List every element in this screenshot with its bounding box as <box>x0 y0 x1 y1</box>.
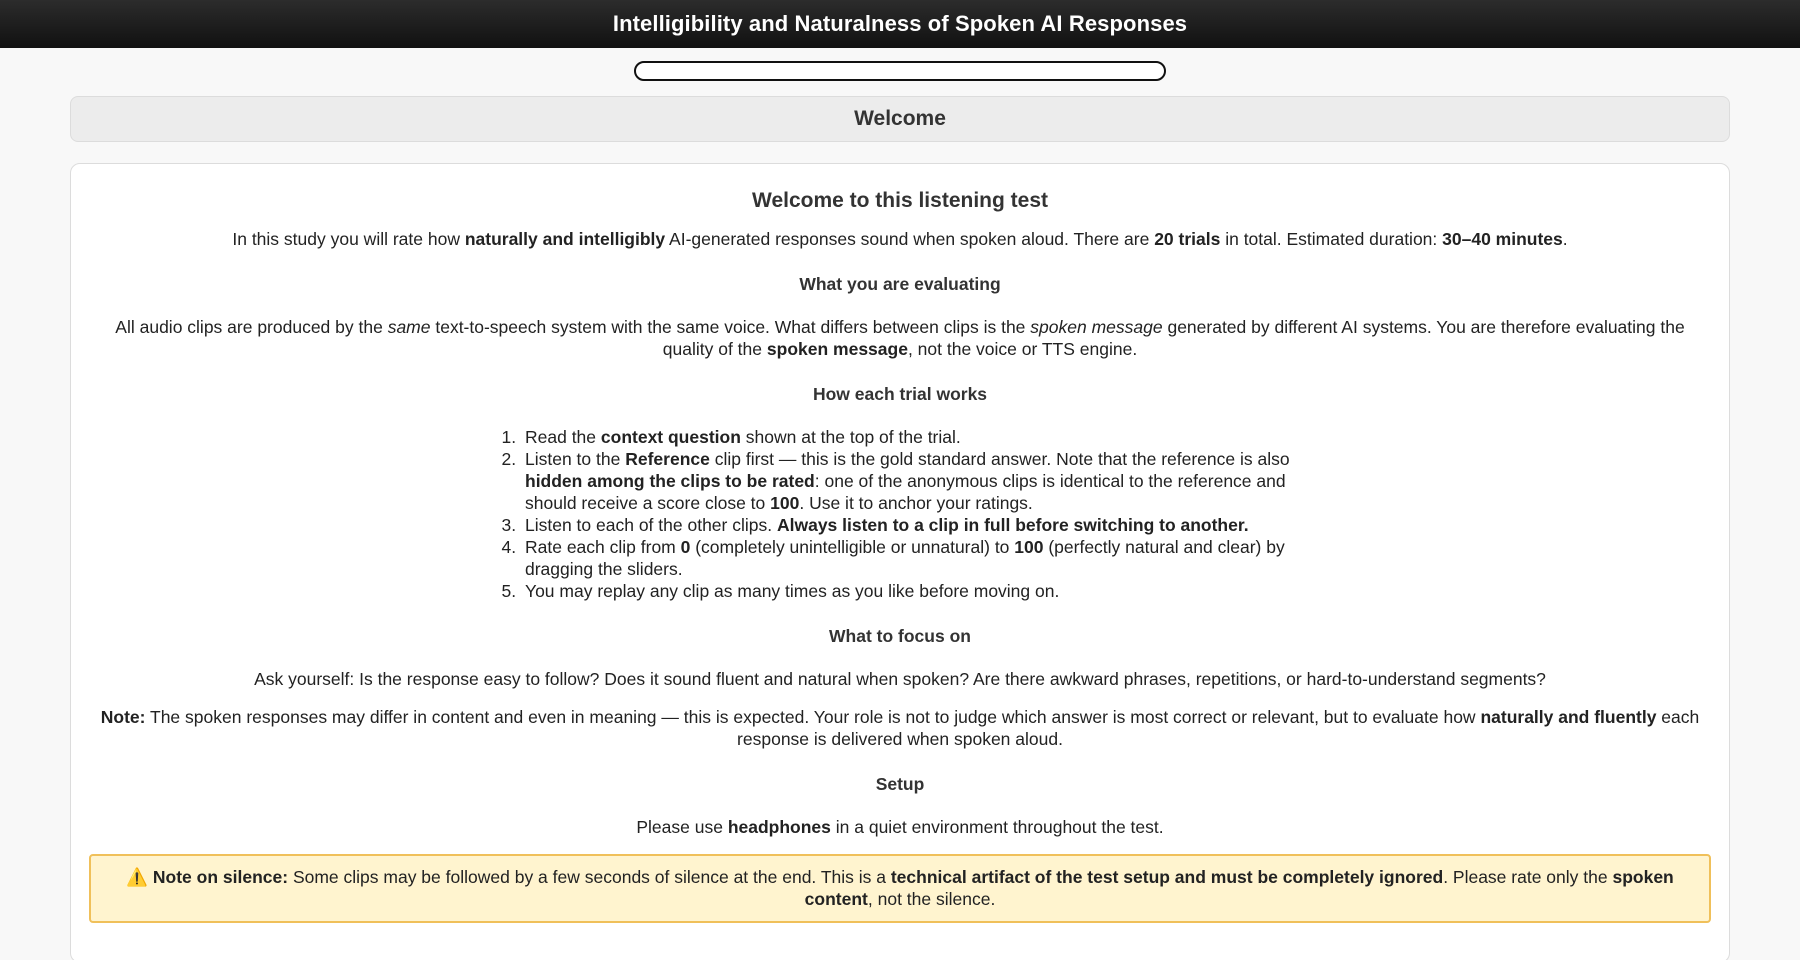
step-item: 5. You may replay any clip as many times as you like before moving on. <box>521 580 1305 602</box>
trial-steps-list <box>495 426 1305 602</box>
app-title: Intelligibility and Naturalness of Spoken AI Responses <box>612 11 1188 36</box>
section-title: Welcome <box>854 107 946 130</box>
welcome-heading: Welcome to this listening test <box>752 189 1048 212</box>
step-item: 1. Read the context question shown at the top of the trial. <box>521 426 1305 448</box>
silence-warning-box: ⚠️ Note on silence: Some clips may be followed by a few seconds of silence at the end. This is a technical artifact of the test setup and must be completely ignored. Please rate only the spoken content, not the silence. <box>89 854 1711 923</box>
warning-icon: ⚠️ <box>126 867 149 887</box>
setup-paragraph: Please use headphones in a quiet environment throughout the test. <box>636 817 1164 837</box>
app-header <box>0 0 1800 48</box>
setup-heading: Setup <box>875 774 925 794</box>
progress-container <box>0 61 1800 81</box>
section-header <box>70 96 1730 142</box>
step-item: 3. Listen to each of the other clips. Always listen to a clip in full before switching to another. <box>521 514 1305 536</box>
progress-bar <box>634 61 1166 81</box>
how-heading: How each trial works <box>812 384 988 404</box>
welcome-card <box>70 163 1730 960</box>
focus-question: Ask yourself: Is the response easy to follow? Does it sound fluent and natural when spoken? Are there awkward phrases, repetitions, or hard-to-understand segments? <box>254 669 1546 689</box>
step-item: 4. Rate each clip from 0 (completely unintelligible or unnatural) to 100 (perfectly natural and clear) by dragging the sliders. <box>521 536 1305 580</box>
intro-paragraph: In this study you will rate how naturally and intelligibly AI-generated responses sound when spoken aloud. There are 20 trials in total. Estimated duration: 30–40 minutes. <box>232 229 1568 249</box>
evaluating-heading: What you are evaluating <box>799 274 1001 294</box>
step-item: 2. Listen to the Reference clip first — this is the gold standard answer. Note that the reference is also hidden among the clips to be rated: one of the anonymous clips is identical to the reference and should receive a score close to 100. Use it to anchor your ratings. <box>521 448 1305 514</box>
focus-note: Note: The spoken responses may differ in content and even in meaning — this is expected. Your role is not to judge which answer is most correct or relevant, but to evaluate how naturally and fluently each response is delivered when spoken aloud. <box>100 707 1700 749</box>
focus-heading: What to focus on <box>829 626 971 646</box>
evaluating-paragraph: All audio clips are produced by the same text-to-speech system with the same voice. What differs between clips is the spoken message generated by different AI systems. You are therefore evaluating the quality of the spoken message, not the voice or TTS engine. <box>115 317 1685 359</box>
